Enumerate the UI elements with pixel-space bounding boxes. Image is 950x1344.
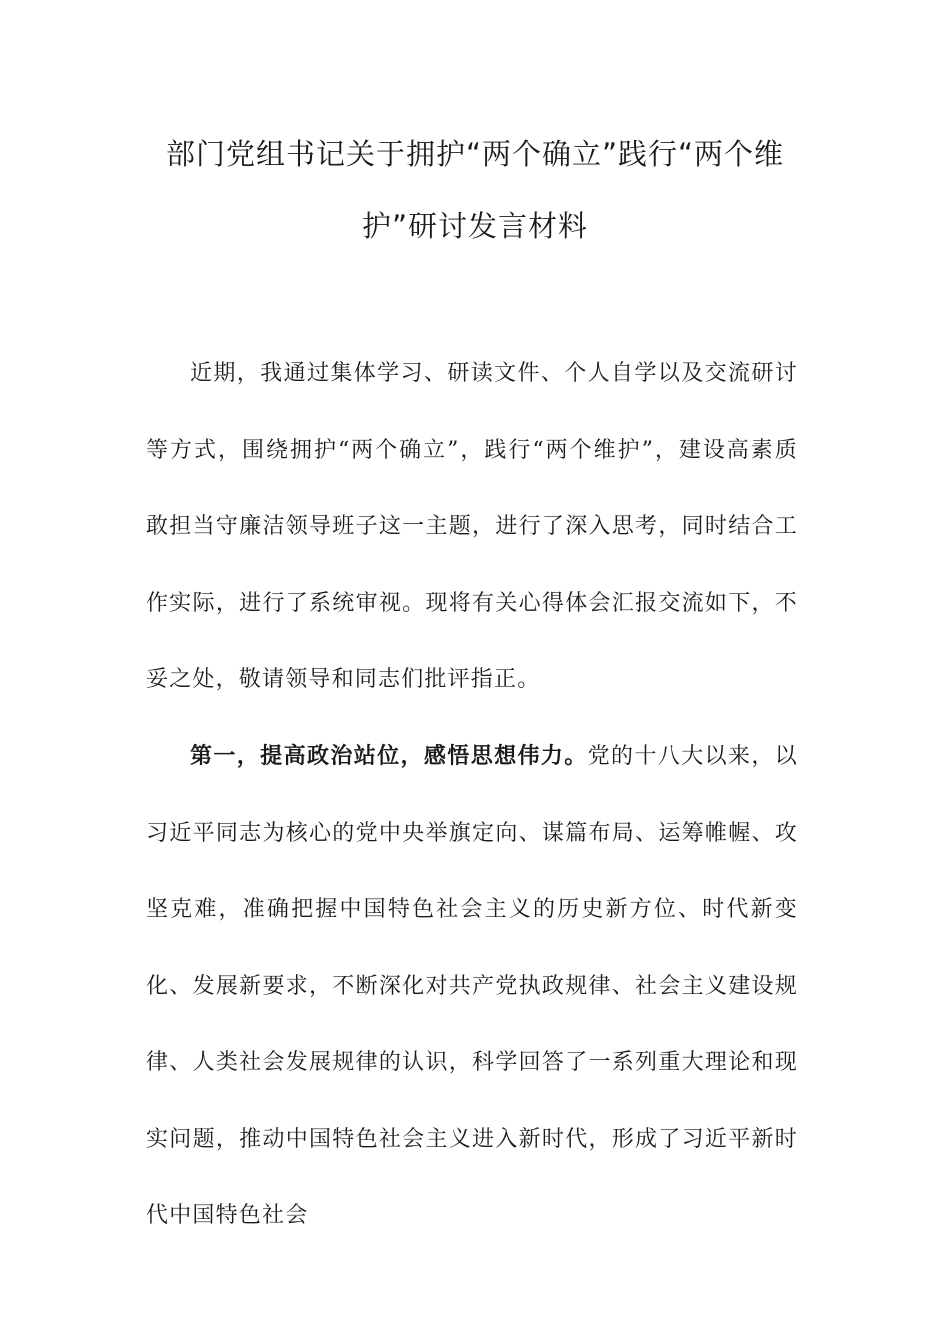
paragraph-point-one — [146, 719, 798, 1255]
document-title: 部门党组书记关于拥护“两个确立”践行“两个维护”研讨发言材料 — [165, 137, 785, 243]
paragraph-point-one-text: 党的十八大以来，以习近平同志为核心的党中央举旗定向、谋篇布局、运筹帷幄、攻坚克难，准确把握中国特色社会主义的历史新方位、时代新变化、发展新要求，不断深化对共产党执政规律、社会主义建设规律、人类社会发展规律的认识，科学回答了一系列重大理论和现实问题，推动中国特色社会主义进入新时代，形成了习近平新时代中国特色社会 — [146, 744, 798, 1228]
paragraph-intro — [146, 336, 798, 719]
paragraph-intro-text: 近期，我通过集体学习、研读文件、个人自学以及交流研讨等方式，围绕拥护“两个确立”，践行“两个维护”，建设高素质敢担当守廉洁领导班子这一主题，进行了深入思考，同时结合工作实际，进行了系统审视。现将有关心得体会汇报交流如下，不妥之处，敬请领导和同志们批评指正。 — [146, 361, 798, 692]
paragraph-point-one-heading: 第一，提高政治站位，感悟思想伟力。 — [190, 744, 588, 769]
